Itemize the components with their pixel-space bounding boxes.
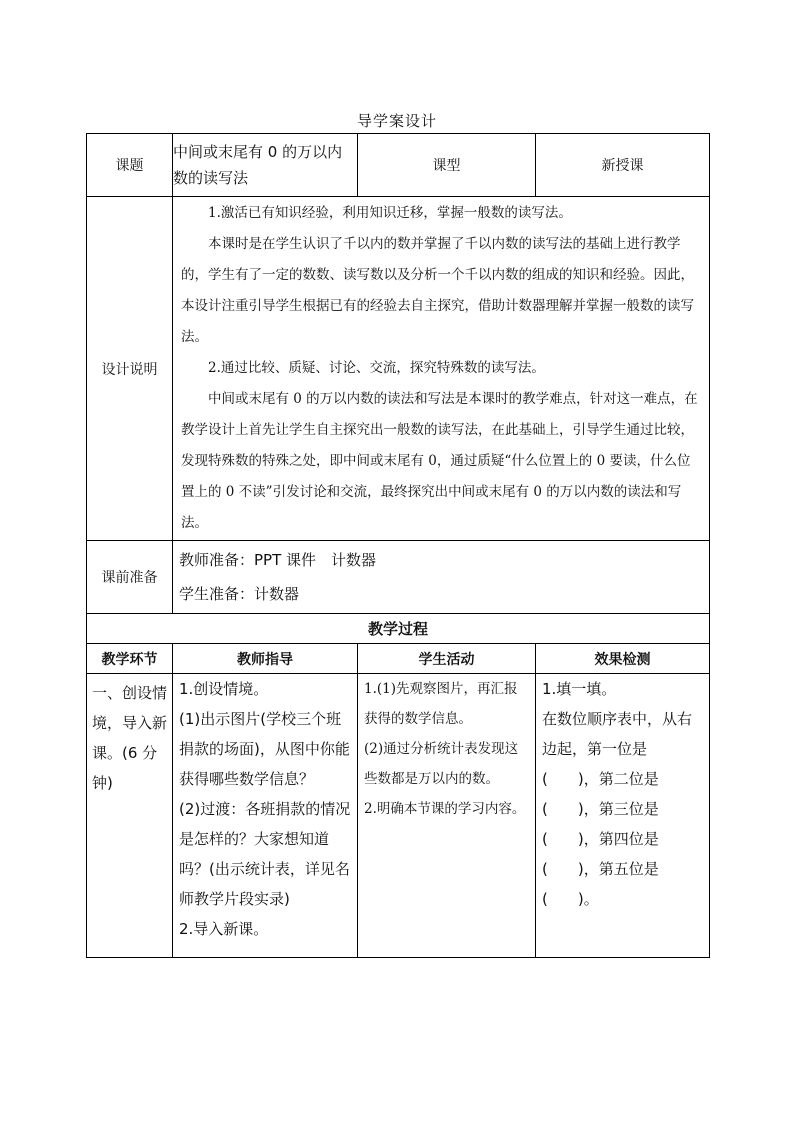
topic-row bbox=[87, 134, 710, 197]
header-stage: 教学环节 bbox=[87, 644, 173, 674]
teacher-line: 2.导入新课。 bbox=[179, 920, 269, 938]
student-line: (2)通过分析统计表发现这些数都是万以内的数。 bbox=[364, 741, 519, 787]
teacher-prep: 教师准备：PPT 课件 计数器 bbox=[179, 551, 377, 569]
student-activity bbox=[358, 674, 536, 958]
design-paragraph: 中间或末尾有 0 的万以内数的读法和写法是本课时的教学难点，针对这一难点，在教学设计上首先让学生自主探究出一般数的读写法，在此基础上，引导学生通过比较，发现特殊数的特殊之处，即中间或末尾有 0，通过质疑“什么位置上的 0 要读，什么位置上的 0 不读”引发讨论和交流，最终探究出中间或末尾有 0 的万以内数的读法和写法。 bbox=[181, 391, 698, 531]
student-prep: 学生准备：计数器 bbox=[179, 585, 300, 603]
teacher-line: (1)出示图片(学校三个班捐款的场面)，从图中你能获得哪些数学信息？ bbox=[179, 710, 350, 788]
design-paragraph: 2.通过比较、质疑、讨论、交流，探究特殊数的读写法。 bbox=[208, 360, 545, 376]
design-paragraph: 本课时是在学生认识了千以内的数并掌握了千以内数的读写法的基础上进行教学的，学生有了一定的数数、读写数以及分析一个千以内数的组成的知识和经验。因此，本设计注重引导学生根据已有的经验去自主探究，借助计数器理解并掌握一般数的读写法。 bbox=[181, 236, 694, 345]
check-line: 在数位顺序表中，从右边起，第一位是( )，第二位是( )，第三位是( )，第四位是( )，第五位是( )。 bbox=[542, 710, 693, 908]
process-row bbox=[87, 674, 710, 958]
effect-check bbox=[536, 674, 710, 958]
teacher-line: 1.创设情境。 bbox=[179, 680, 269, 698]
stage-cell: 一、创设情境，导入新课。(6 分钟) bbox=[87, 674, 173, 958]
header-teacher: 教师指导 bbox=[173, 644, 358, 674]
design-label: 设计说明 bbox=[87, 197, 173, 541]
student-line: 1.(1)先观察图片，再汇报获得的数学信息。 bbox=[364, 681, 518, 727]
lesson-plan-table bbox=[86, 133, 710, 958]
header-student: 学生活动 bbox=[358, 644, 536, 674]
teacher-line: (2)过渡：各班捐款的情况是怎样的？大家想知道吗？(出示统计表，详见名师教学片段实录) bbox=[179, 800, 351, 908]
topic-value: 中间或末尾有 0 的万以内数的读写法 bbox=[173, 134, 358, 197]
check-line: 1.填一填。 bbox=[542, 680, 617, 698]
design-row bbox=[87, 197, 710, 541]
prep-label: 课前准备 bbox=[87, 541, 173, 614]
process-title: 教学过程 bbox=[87, 614, 710, 644]
header-check: 效果检测 bbox=[536, 644, 710, 674]
prep-content bbox=[173, 541, 710, 614]
design-content bbox=[173, 197, 710, 541]
type-label: 课型 bbox=[358, 134, 536, 197]
teacher-guidance bbox=[173, 674, 358, 958]
document-title: 导学案设计 bbox=[356, 112, 437, 130]
topic-label: 课题 bbox=[87, 134, 173, 197]
process-header-row bbox=[87, 644, 710, 674]
type-value: 新授课 bbox=[536, 134, 710, 197]
student-line: 2.明确本节课的学习内容。 bbox=[364, 801, 526, 817]
process-title-row bbox=[87, 614, 710, 644]
prep-row bbox=[87, 541, 710, 614]
design-paragraph: 1.激活已有知识经验，利用知识迁移，掌握一般数的读写法。 bbox=[208, 205, 572, 221]
